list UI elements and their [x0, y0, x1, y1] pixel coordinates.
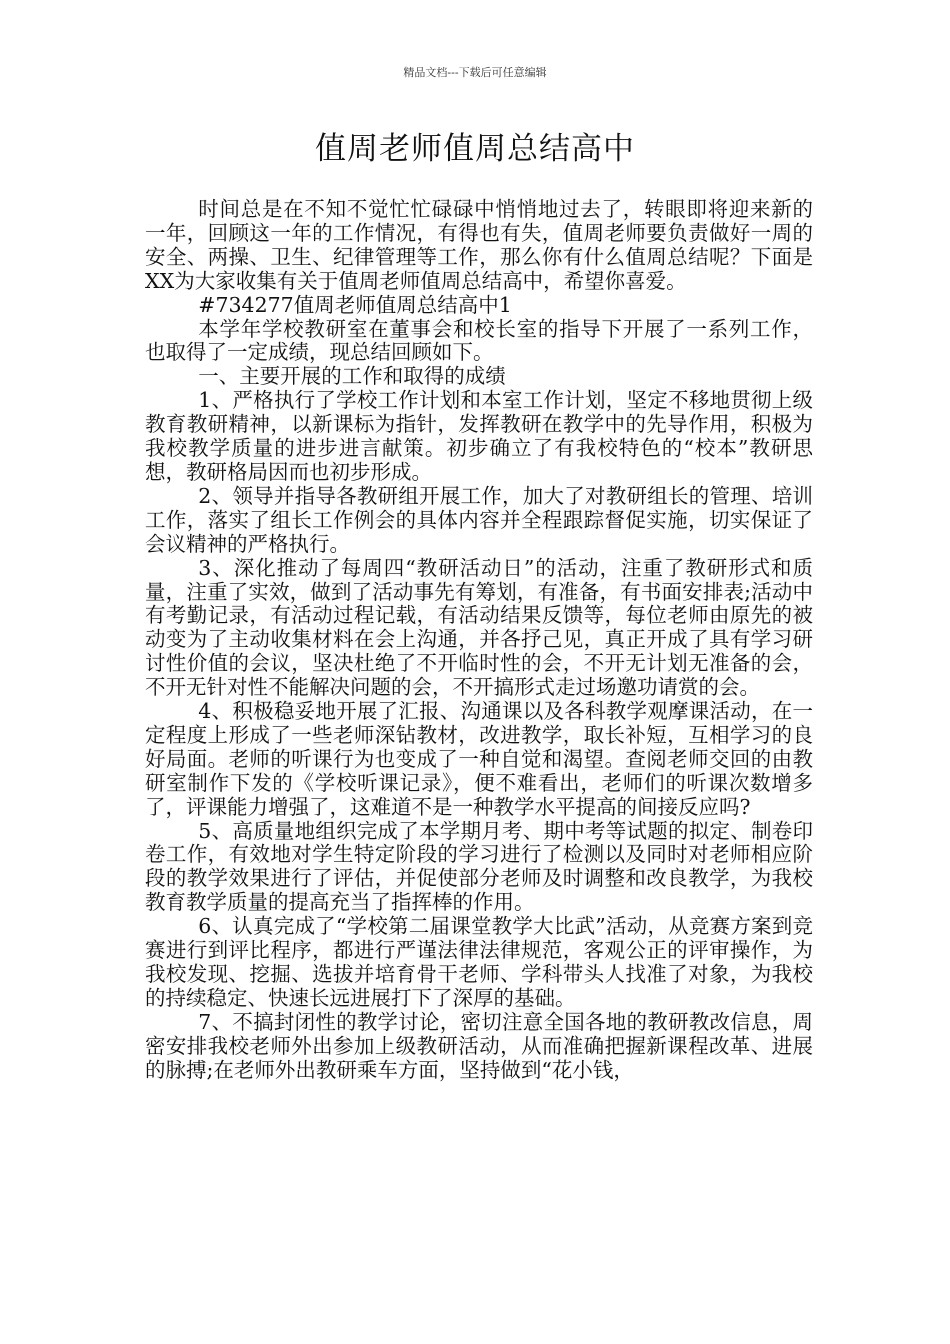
body-paragraph: 2、领导并指导各教研组开展工作，加大了对教研组长的管理、培训工作，落实了组长工作例会的具体内容并全程跟踪督促实施，切实保证了会议精神的严格执行。 [145, 483, 813, 556]
body-paragraph: 6、认真完成了“学校第二届课堂教学大比武”活动，从竞赛方案到竞赛进行到评比程序，都进行严谨法律法律规范，客观公正的评审操作，为我校发现、挖掘、选拔并培育骨干老师、学科带头人找准了对象，为我校的持续稳定、快速长远进展打下了深厚的基础。 [145, 914, 813, 1010]
document-title: 值周老师值周总结高中 [315, 131, 635, 167]
body-paragraph: 1、严格执行了学校工作计划和本室工作计划，坚定不移地贯彻上级教育教研精神，以新课标为指针，发挥教研在教学中的先导作用，积极为我校教学质量的进步进言献策。初步确立了有我校特色的“校本”教研思想，教研格局因而也初步形成。 [145, 388, 813, 484]
body-paragraph: 7、不搞封闭性的教学讨论，密切注意全国各地的教研教改信息，周密安排我校老师外出参加上级教研活动，从而准确把握新课程改革、进展的脉搏;在老师外出教研乘车方面，坚持做到“花小钱， [145, 1009, 813, 1082]
header-note: 精品文档---下载后可任意编辑 [403, 66, 547, 79]
section-heading: #734277值周老师值周总结高中1 [198, 292, 512, 317]
intro-paragraph: 时间总是在不知不觉忙忙碌碌中悄悄地过去了，转眼即将迎来新的一年，回顾这一年的工作情况，有得也有失，值周老师要负责做好一周的安全、两操、卫生、纪律管理等工作，那么你有什么值周总结呢？下面是XX为大家收集有关于值周老师值周总结高中，希望你喜爱。 [145, 197, 813, 293]
body-paragraph: 4、积极稳妥地开展了汇报、沟通课以及各科教学观摩课活动，在一定程度上形成了一些老师深钻教材，改进教学，取长补短，互相学习的良好局面。老师的听课行为也变成了一种自觉和渴望。查阅老师交回的由教研室制作下发的《学校听课记录》，便不难看出，老师们的听课次数增多了，评课能力增强了，这难道不是一种教学水平提高的间接反应吗? [145, 699, 813, 819]
document-body [145, 198, 813, 1083]
body-paragraph: 3、深化推动了每周四“教研活动日”的活动，注重了教研形式和质量，注重了实效，做到了活动事先有筹划，有准备，有书面安排表;活动中有考勤记录，有活动过程记载，有活动结果反馈等，每位老师由原先的被动变为了主动收集材料在会上沟通，并各抒己见，真正开成了具有学习研讨性价值的会议，坚决杜绝了不开临时性的会，不开无计划无准备的会，不开无针对性不能解决问题的会，不开搞形式走过场邀功请赏的会。 [145, 555, 813, 700]
subsection-heading: 一、主要开展的工作和取得的成绩 [198, 364, 506, 389]
body-paragraph: 本学年学校教研室在董事会和校长室的指导下开展了一系列工作，也取得了一定成绩，现总结回顾如下。 [145, 316, 813, 365]
body-paragraph: 5、高质量地组织完成了本学期月考、期中考等试题的拟定、制卷印卷工作，有效地对学生特定阶段的学习进行了检测以及同时对老师相应阶段的教学效果进行了评估，并促使部分老师及时调整和改良教学，为我校教育教学质量的提高充当了指挥棒的作用。 [145, 818, 813, 915]
